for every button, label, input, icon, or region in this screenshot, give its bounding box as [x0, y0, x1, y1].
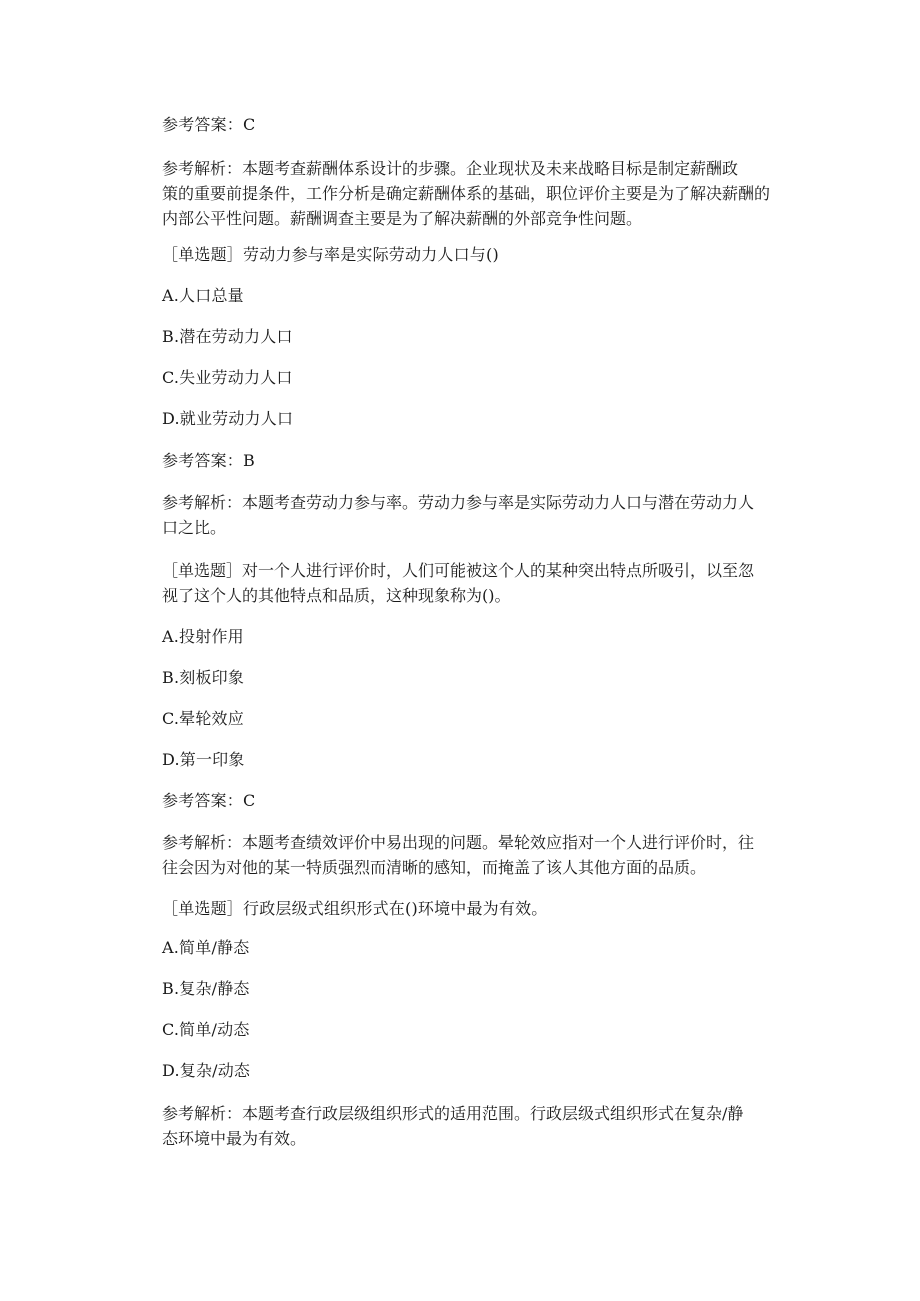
question-text: ［单选题］劳动力参与率是实际劳动力人口与() [162, 245, 499, 264]
option-c: C.失业劳动力人口 [162, 368, 293, 387]
option-a: A.投射作用 [162, 627, 244, 646]
option-d: D.就业劳动力人口 [162, 409, 294, 428]
answer-text: 参考答案：C [162, 791, 256, 810]
question-line: 视了这个人的其他特点和品质，这种现象称为()。 [162, 586, 511, 605]
analysis-paragraph [162, 830, 802, 880]
analysis-line: 参考解析：本题考查劳动力参与率。劳动力参与率是实际劳动力人口与潜在劳动力人 [162, 493, 755, 512]
analysis-line: 参考解析：本题考查薪酬体系设计的步骤。企业现状及未来战略目标是制定薪酬政 [162, 159, 739, 178]
analysis-paragraph [162, 156, 802, 231]
analysis-line: 参考解析：本题考查绩效评价中易出现的问题。晕轮效应指对一个人进行评价时，往 [162, 833, 755, 852]
analysis-line: 参考解析：本题考查行政层级组织形式的适用范围。行政层级式组织形式在复杂/静 [162, 1104, 744, 1123]
option-d: D.第一印象 [162, 750, 245, 769]
question-line: ［单选题］对一个人进行评价时，人们可能被这个人的某种突出特点所吸引，以至忽 [162, 561, 755, 580]
analysis-line: 策的重要前提条件，工作分析是确定薪酬体系的基础，职位评价主要是为了解决薪酬的 [162, 184, 771, 203]
option-d: D.复杂/动态 [162, 1061, 251, 1080]
analysis-paragraph [162, 1101, 802, 1151]
analysis-line: 内部公平性问题。薪酬调查主要是为了解决薪酬的外部竞争性问题。 [162, 209, 643, 228]
option-b: B.刻板印象 [162, 668, 245, 687]
option-c: C.简单/动态 [162, 1020, 250, 1039]
option-b: B.潜在劳动力人口 [162, 327, 293, 346]
option-c: C.晕轮效应 [162, 709, 244, 728]
analysis-line: 口之比。 [162, 518, 227, 537]
answer-text: 参考答案：C [162, 115, 256, 134]
analysis-line: 往会因为对他的某一特质强烈而清晰的感知，而掩盖了该人其他方面的品质。 [162, 858, 707, 877]
option-a: A.人口总量 [162, 286, 244, 305]
analysis-line: 态环境中最为有效。 [162, 1129, 307, 1148]
answer-text: 参考答案：B [162, 451, 255, 470]
option-a: A.简单/静态 [162, 938, 250, 957]
question-paragraph [162, 558, 802, 608]
analysis-paragraph [162, 490, 802, 540]
question-text: ［单选题］行政层级式组织形式在()环境中最为有效。 [162, 899, 548, 918]
option-b: B.复杂/静态 [162, 979, 250, 998]
